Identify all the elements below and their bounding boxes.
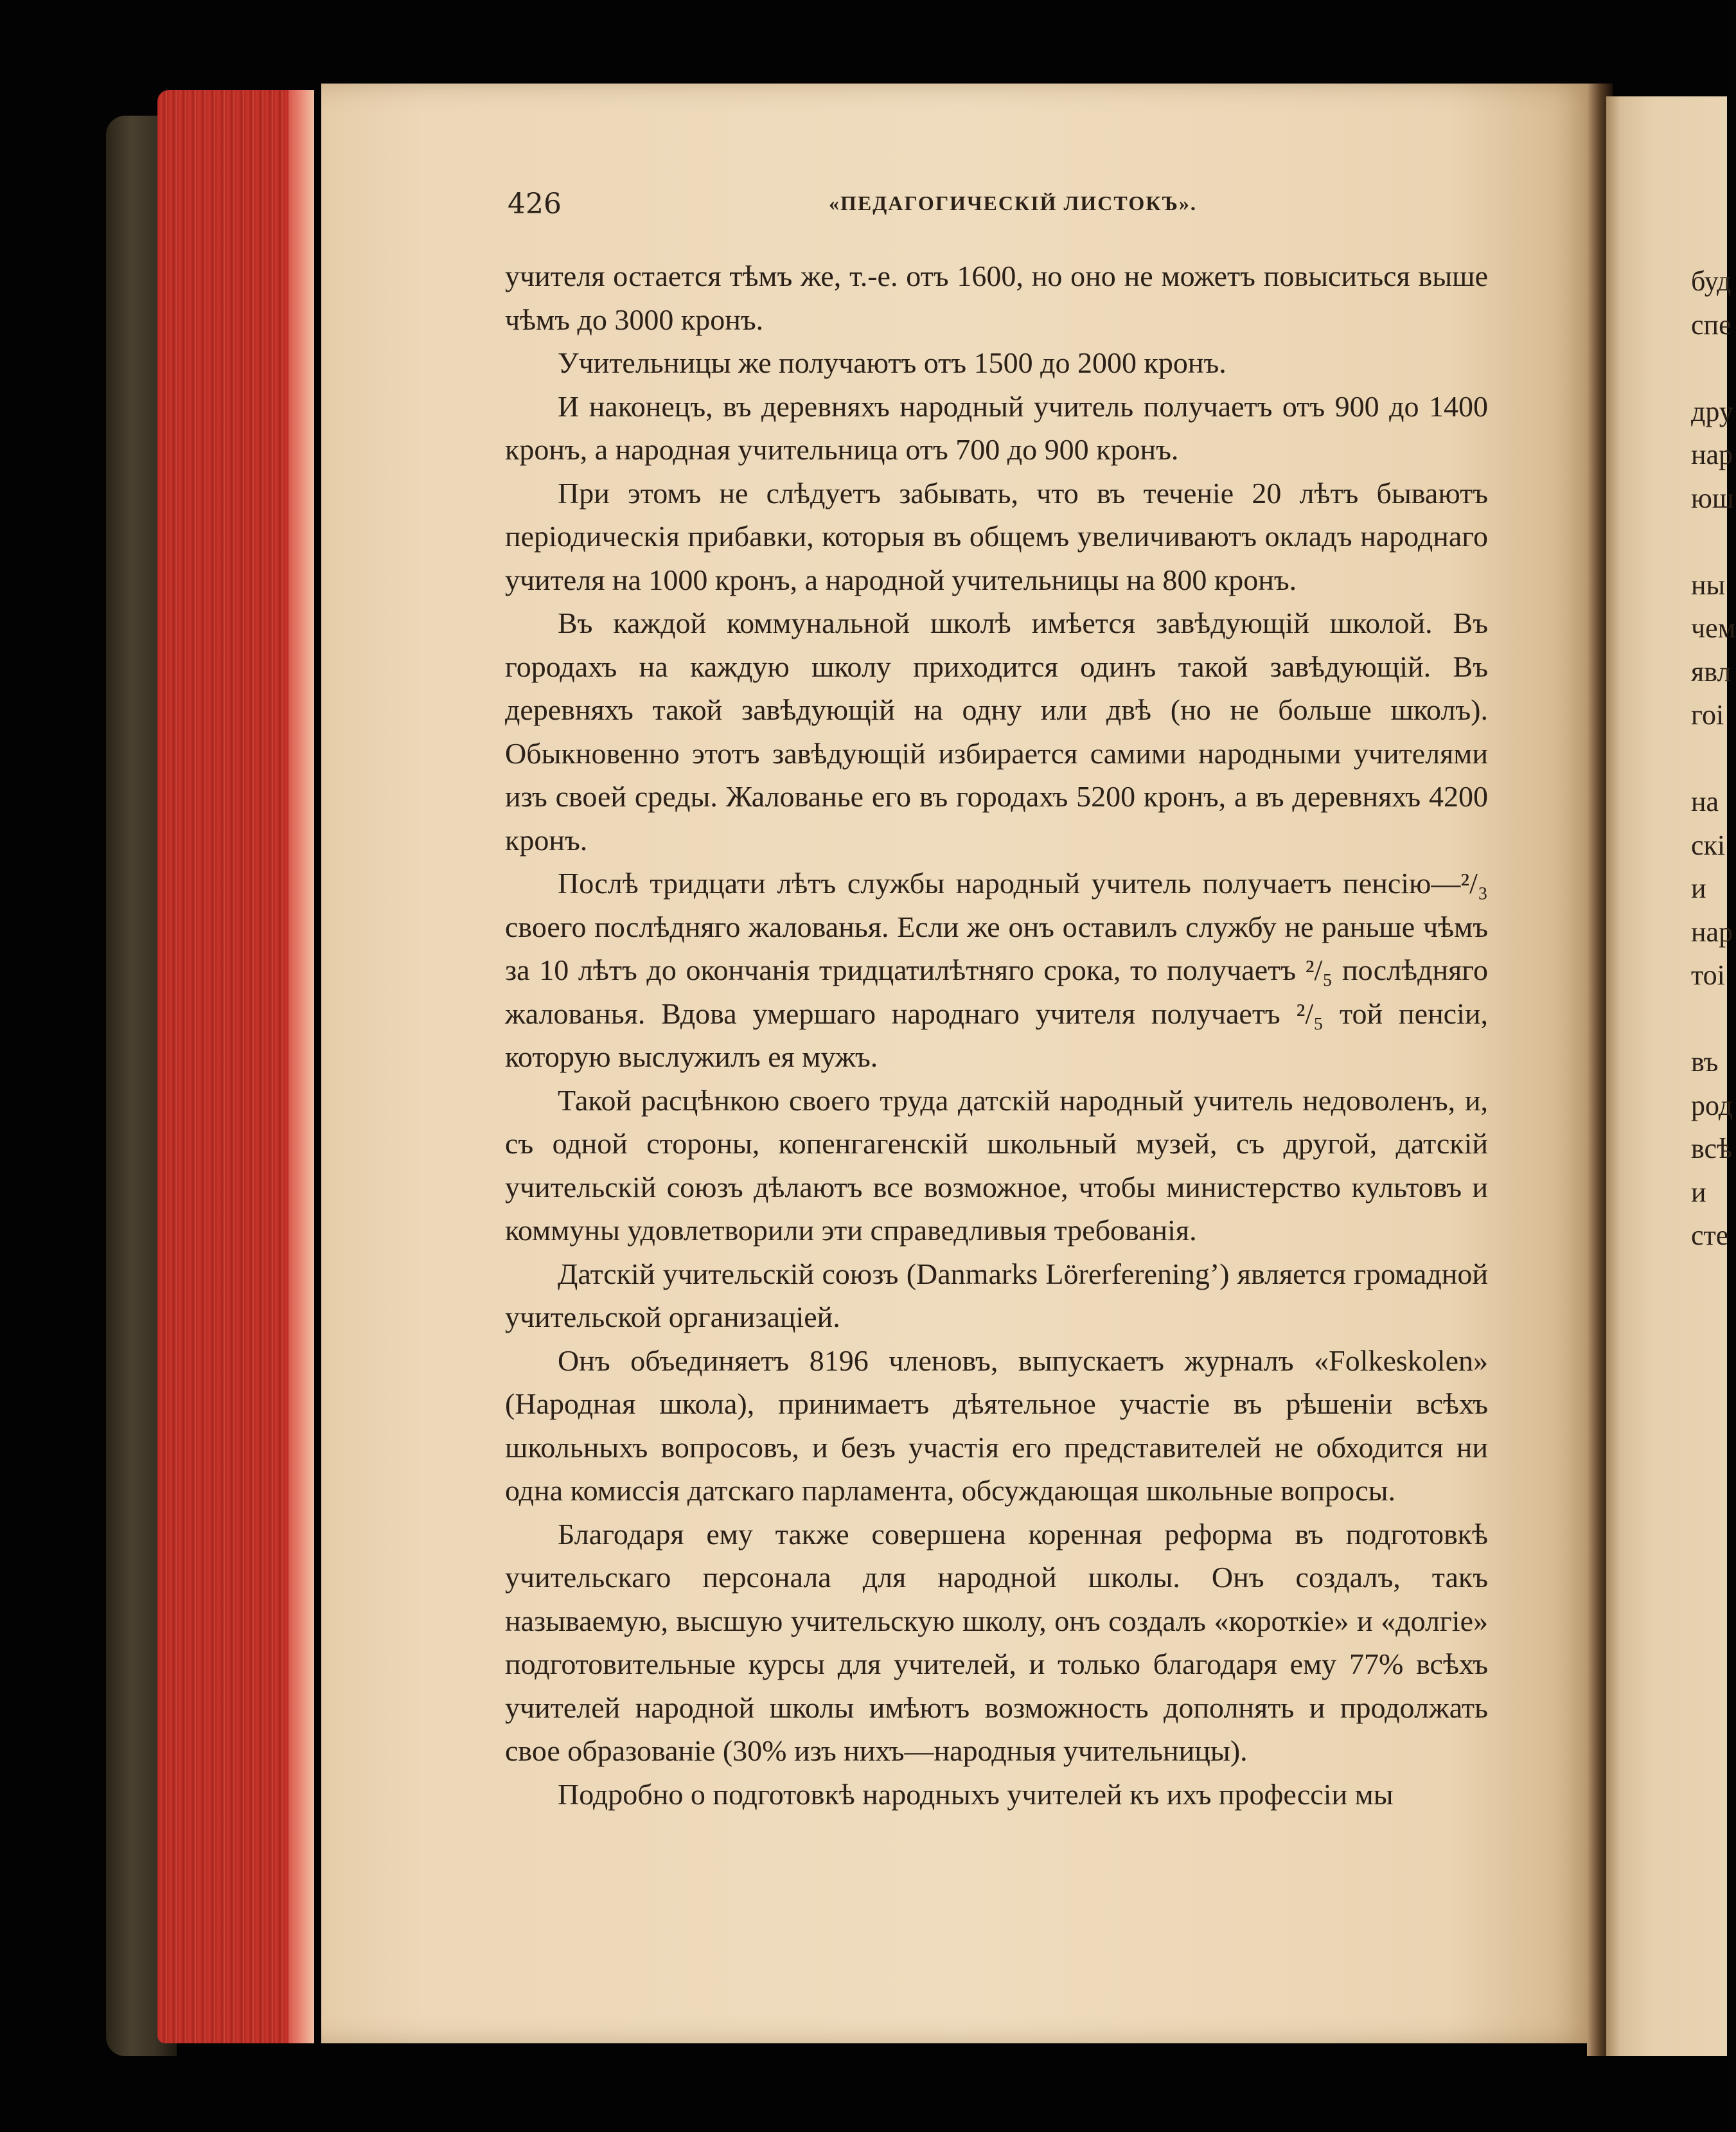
facing-page-text: [1691, 260, 1736, 1257]
paragraph: Датскій учительскій союзъ (Danmarks Lörerfereningʼ) является громадной учительской организаціей.: [505, 1257, 1488, 1333]
facing-line: спе: [1691, 308, 1732, 341]
paragraph: Учительницы же получаютъ отъ 1500 до 2000 кронъ.: [558, 346, 1227, 379]
paragraph: Подробно о подготовкѣ народныхъ учителей къ ихъ профессіи мы: [558, 1777, 1394, 1811]
facing-line: дру: [1691, 395, 1733, 427]
facing-line: род: [1691, 1089, 1733, 1121]
facing-line: нар: [1691, 916, 1733, 948]
facing-line: чем: [1691, 612, 1736, 644]
facing-line: [1691, 520, 1727, 564]
facing-line: [1691, 997, 1727, 1041]
page-number: 426: [508, 188, 562, 220]
facing-line: скі: [1691, 829, 1726, 861]
body-text: [505, 254, 1488, 1816]
paragraph: Послѣ тридцати лѣтъ службы народный учитель получаетъ пенсію—²/₃ своего послѣдняго жалованья. Если же онъ оставилъ службу не раньше чѣмъ за 10 лѣтъ до окончанія тридцатилѣтняго срока, то получаетъ ²/₅ послѣдняго жалованья. Вдова умершаго народнаго учителя получаетъ ²/₅ той пенсіи, которую выслужилъ ея мужъ.: [505, 867, 1488, 1073]
facing-line: ны: [1691, 569, 1726, 601]
facing-line: гоі: [1691, 699, 1724, 731]
facing-line: и: [1691, 1176, 1706, 1208]
facing-line: всѣ: [1691, 1133, 1732, 1164]
facing-line: явл: [1691, 655, 1732, 688]
paragraph: Онъ объединяетъ 8196 членовъ, выпускаетъ журналъ «Folkeskolen» (Народная школа), принимаетъ дѣятельное участіе въ рѣшеніи всѣхъ школьныхъ вопросовъ, и безъ участія его представителей не обходится ни одна комиссія датскаго парламента, обсуждающая школьные вопросы.: [505, 1344, 1488, 1507]
facing-line: въ: [1691, 1046, 1719, 1078]
page-header: [508, 188, 1484, 226]
facing-line: сте: [1691, 1220, 1729, 1251]
facing-line: [1691, 346, 1727, 390]
facing-line: [1691, 737, 1727, 781]
paragraph: При этомъ не слѣдуетъ забывать, что въ теченіе 20 лѣтъ бываютъ періодическія прибавки, которыя въ общемъ увеличиваютъ окладъ народнаго учителя на 1000 кронъ, а народной учительницы на 800 кронъ.: [505, 476, 1488, 596]
paragraph: И наконецъ, въ деревняхъ народный учитель получаетъ отъ 900 до 1400 кронъ, а народная учительница отъ 700 до 900 кронъ.: [505, 389, 1488, 466]
facing-line: и: [1691, 873, 1706, 904]
running-title: «ПЕДАГОГИЧЕСКІЙ ЛИСТОКЪ».: [829, 191, 1197, 215]
paragraph: Въ каждой коммунальной школѣ имѣется завѣдующій школой. Въ городахъ на каждую школу приходится одинъ такой завѣдующій. Въ деревняхъ такой завѣдующій на одну или двѣ (но не больше школъ). Обыкновенно этотъ завѣдующій избирается самими народными учителями изъ своей среды. Жалованье его въ городахъ 5200 кронъ, а въ деревняхъ 4200 кронъ.: [505, 607, 1488, 857]
facing-line: нар: [1691, 439, 1733, 470]
facing-line: на: [1691, 786, 1719, 817]
facing-line: тоі: [1691, 959, 1725, 991]
facing-line: юш: [1691, 482, 1734, 514]
paragraph: Такой расцѣнкою своего труда датскій народный учитель недоволенъ, и, съ одной стороны, копенгагенскій школьный музей, съ другой, датскій учительскій союзъ дѣлаютъ все возможное, чтобы министерство культовъ и коммуны удовлетворили эти справедливыя требованія.: [505, 1083, 1488, 1247]
paragraph: Благодаря ему также совершена коренная реформа въ подготовкѣ учительскаго персонала для народной школы. Онъ создалъ, такъ называемую, высшую учительскую школу, онъ создалъ «короткіе» и «долгіе» подготовительные курсы для учителей, и только благодаря ему 77% всѣхъ учителей народной школы имѣютъ возможность дополнять и продолжать свое образованіе (30% изъ нихъ—народныя учительницы).: [505, 1517, 1488, 1767]
facing-line: буд: [1691, 265, 1732, 297]
paragraph: учителя остается тѣмъ же, т.-е. отъ 1600, но оно не можетъ повыситься выше чѣмъ до 3000 кронъ.: [505, 260, 1488, 336]
red-page-edges: [157, 90, 305, 2043]
